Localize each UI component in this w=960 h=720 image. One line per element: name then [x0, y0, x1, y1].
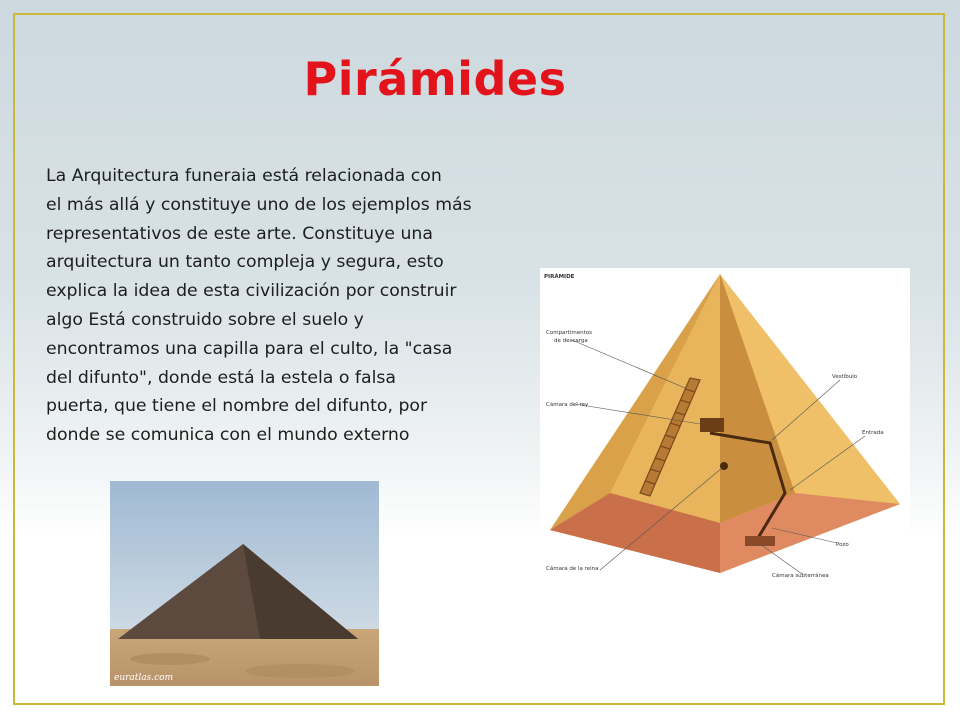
body-line: arquitectura un tanto compleja y segura, esto: [46, 252, 444, 273]
label-pozo: Pozo: [836, 542, 849, 548]
slide-title: Pirámides: [303, 52, 567, 106]
body-paragraph: [46, 162, 516, 450]
photo-credit: euratlas.com: [114, 673, 174, 683]
body-line: algo Está construido sobre el suelo y: [46, 309, 364, 330]
label-camara-reina: Cámara de la reina: [546, 566, 599, 572]
label-descarga: de descarga: [554, 338, 588, 344]
label-entrada: Entrada: [862, 430, 884, 436]
pyramid-diagram: [540, 268, 910, 580]
body-line: el más allá y constituye uno de los ejemplos más: [46, 194, 472, 215]
pyramid-photo: [110, 481, 379, 686]
body-line: explica la idea de esta civilización por construir: [46, 281, 457, 302]
body-line: puerta, que tiene el nombre del difunto, por: [46, 396, 428, 417]
body-line: donde se comunica con el mundo externo: [46, 425, 410, 446]
body-line: encontramos una capilla para el culto, la "casa: [46, 338, 453, 359]
diagram-heading: PIRÁMIDE: [544, 274, 575, 280]
body-line: representativos de este arte. Constituye una: [46, 223, 433, 244]
body-line: La Arquitectura funeraia está relacionada con: [46, 166, 442, 186]
label-vestibulo: Vestíbulo: [832, 374, 858, 380]
label-camara-subterranea: Cámara subterránea: [772, 573, 829, 579]
label-camara-rey: Cámara del rey: [546, 402, 589, 408]
body-line: del difunto", donde está la estela o falsa: [46, 367, 396, 388]
label-compartimentos: Compartimentos: [546, 330, 592, 336]
